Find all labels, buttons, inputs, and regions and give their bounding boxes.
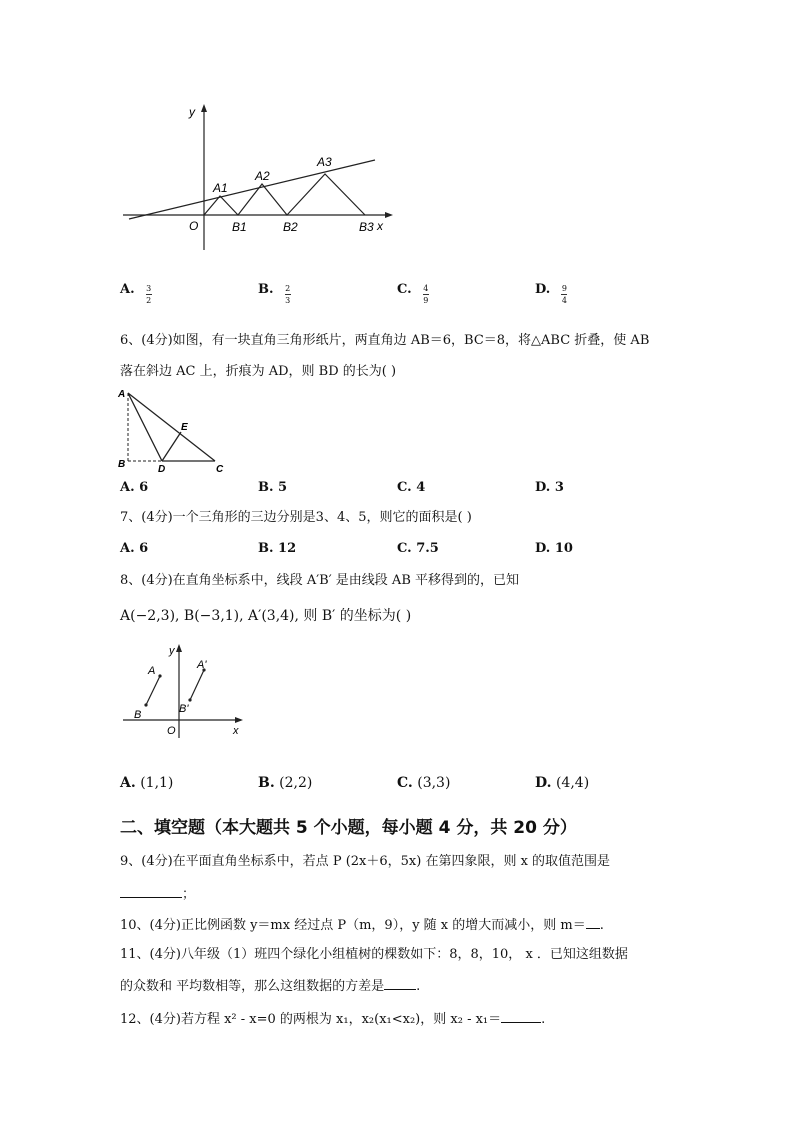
q6-line1: 6、(4分)如图，有一块直角三角形纸片，两直角边 AB＝6，BC＝8，将△ABC 折叠，使 AB xyxy=(120,333,650,348)
q5-option-d[interactable] xyxy=(535,272,567,305)
q8-origin-label: O xyxy=(167,725,176,737)
q7-text: 7、(4分)一个三角形的三边分别是3、4、5，则它的面积是( ) xyxy=(120,510,472,525)
q6-option-c-letter: C. xyxy=(397,480,412,495)
q5-option-b[interactable] xyxy=(258,272,291,305)
q9-line2-end: ； xyxy=(182,887,196,902)
q5-option-a-den: 2 xyxy=(146,296,152,305)
q5-option-d-den: 4 xyxy=(561,296,567,305)
q6-label-b: B xyxy=(118,459,126,470)
section2-title: 二、填空题（本大题共 5 个小题，每小题 4 分，共 20 分） xyxy=(120,818,577,838)
q8-x-label: x xyxy=(233,725,239,737)
q8-figure xyxy=(115,640,250,740)
q11-answer-blank[interactable] xyxy=(384,977,416,990)
q6-line2: 落在斜边 AC 上，折痕为 AD，则 BD 的长为( ) xyxy=(120,364,397,379)
q5-option-b-letter: B. xyxy=(258,282,274,297)
q5-option-c-den: 9 xyxy=(423,296,429,305)
q6-option-b-letter: B. xyxy=(258,480,274,495)
q6-option-c[interactable] xyxy=(397,479,425,497)
q5-option-a[interactable] xyxy=(120,272,152,305)
q6-label-d: D xyxy=(158,464,166,475)
q9-answer-blank[interactable] xyxy=(120,885,182,898)
q12-answer-blank[interactable] xyxy=(501,1010,541,1023)
q8-a-label: A xyxy=(148,665,156,677)
q6-option-a-letter: A. xyxy=(120,480,135,495)
q6-label-e: E xyxy=(181,422,188,433)
q6-option-a[interactable] xyxy=(120,479,148,497)
q8-option-d-value: (4,4) xyxy=(555,775,590,791)
q8-option-c-letter: C. xyxy=(397,775,413,791)
q8-option-c[interactable] xyxy=(397,774,450,792)
q8-option-c-value: (3,3) xyxy=(417,775,451,791)
q8-option-a-value: (1,1) xyxy=(140,775,174,791)
q7-option-b-value: 12 xyxy=(278,541,297,556)
q8-option-d-letter: D. xyxy=(535,775,552,791)
q5-option-a-num: 3 xyxy=(146,284,152,293)
q5-b1-label: B1 xyxy=(232,220,247,234)
q10-answer-blank[interactable] xyxy=(586,916,600,929)
q7-option-c-value: 7.5 xyxy=(416,541,439,556)
q12-line xyxy=(120,1010,545,1029)
q7-option-a[interactable] xyxy=(120,540,148,558)
q7-option-b[interactable] xyxy=(258,540,296,558)
q5-option-c[interactable] xyxy=(397,272,429,305)
q5-option-d-letter: D. xyxy=(535,282,551,297)
q12-text: 12、(4分)若方程 x² - x=0 的两根为 x₁，x₂(x₁<x₂)，则 x₂ - x₁＝ xyxy=(120,1012,502,1027)
q8-option-a[interactable] xyxy=(120,774,173,792)
q10-end: . xyxy=(599,918,604,933)
q7-option-d-letter: D. xyxy=(535,541,551,556)
q6-label-a: A xyxy=(118,389,126,400)
q9-line2 xyxy=(120,885,195,904)
q8-option-b[interactable] xyxy=(258,774,312,792)
q5-x-label: x xyxy=(377,219,383,233)
q8-line2: A(−2,3), B(−3,1), A′(3,4), 则 B′ 的坐标为( ) xyxy=(120,608,412,624)
q5-zigzag xyxy=(204,174,365,215)
q8-b-label: B xyxy=(134,709,142,721)
q5-option-c-num: 4 xyxy=(423,284,429,293)
q5-option-c-letter: C. xyxy=(397,282,412,297)
q8-line1: 8、(4分)在直角坐标系中，线段 A′B′ 是由线段 AB 平移得到的，已知 xyxy=(120,573,520,588)
q10-line xyxy=(120,916,604,935)
q8-a-prime-label: A' xyxy=(197,659,207,671)
q9-line1: 9、(4分)在平面直角坐标系中，若点 P (2x＋6，5x) 在第四象限，则 x 的取值范围是 xyxy=(120,854,611,869)
q6-option-d-letter: D. xyxy=(535,480,551,495)
q11-end: . xyxy=(416,979,421,994)
q8-option-d[interactable] xyxy=(535,774,589,792)
q5-option-d-num: 9 xyxy=(561,284,567,293)
q7-option-c[interactable] xyxy=(397,540,439,558)
q6-option-d-value: 3 xyxy=(554,480,564,495)
q8-option-b-value: (2,2) xyxy=(279,775,313,791)
q5-a2-label: A2 xyxy=(255,169,270,183)
q5-option-a-letter: A. xyxy=(120,282,135,297)
q6-label-c: C xyxy=(216,464,224,475)
q11-line2 xyxy=(120,977,420,996)
q7-option-d-value: 10 xyxy=(554,541,573,556)
q7-option-a-value: 6 xyxy=(139,541,149,556)
q5-line xyxy=(129,160,375,219)
q7-option-b-letter: B. xyxy=(258,541,274,556)
q6-option-b-value: 5 xyxy=(278,480,288,495)
q5-origin-label: O xyxy=(189,219,199,233)
q5-option-b-den: 3 xyxy=(285,296,291,305)
q6-option-a-value: 6 xyxy=(139,480,149,495)
q5-b3-label: B3 xyxy=(359,220,374,234)
q6-option-c-value: 4 xyxy=(416,480,426,495)
q5-a1-label: A1 xyxy=(213,181,228,195)
q5-y-label: y xyxy=(189,105,195,119)
q8-b-prime-label: B' xyxy=(179,703,189,715)
q7-option-c-letter: C. xyxy=(397,541,412,556)
q7-option-a-letter: A. xyxy=(120,541,135,556)
q8-y-label: y xyxy=(169,645,175,657)
q6-option-b[interactable] xyxy=(258,479,287,497)
q5-a3-label: A3 xyxy=(317,155,332,169)
q8-option-b-letter: B. xyxy=(258,775,275,791)
q8-option-a-letter: A. xyxy=(120,775,136,791)
q5-figure xyxy=(115,100,405,255)
q6-option-d[interactable] xyxy=(535,479,564,497)
q11-line2-text: 的众数和 平均数相等，那么这组数据的方差是 xyxy=(120,979,385,994)
q5-b2-label: B2 xyxy=(283,220,298,234)
q10-text: 10、(4分)正比例函数 y＝mx 经过点 P（m，9），y 随 x 的增大而减小，则 m＝ xyxy=(120,918,586,933)
q6-figure xyxy=(112,385,232,475)
q11-line1: 11、(4分)八年级（1）班四个绿化小组植树的棵数如下：8，8，10， x ．已知这组数据 xyxy=(120,947,628,962)
q7-option-d[interactable] xyxy=(535,540,573,558)
q12-end: . xyxy=(541,1012,546,1027)
q5-option-b-num: 2 xyxy=(285,284,291,293)
